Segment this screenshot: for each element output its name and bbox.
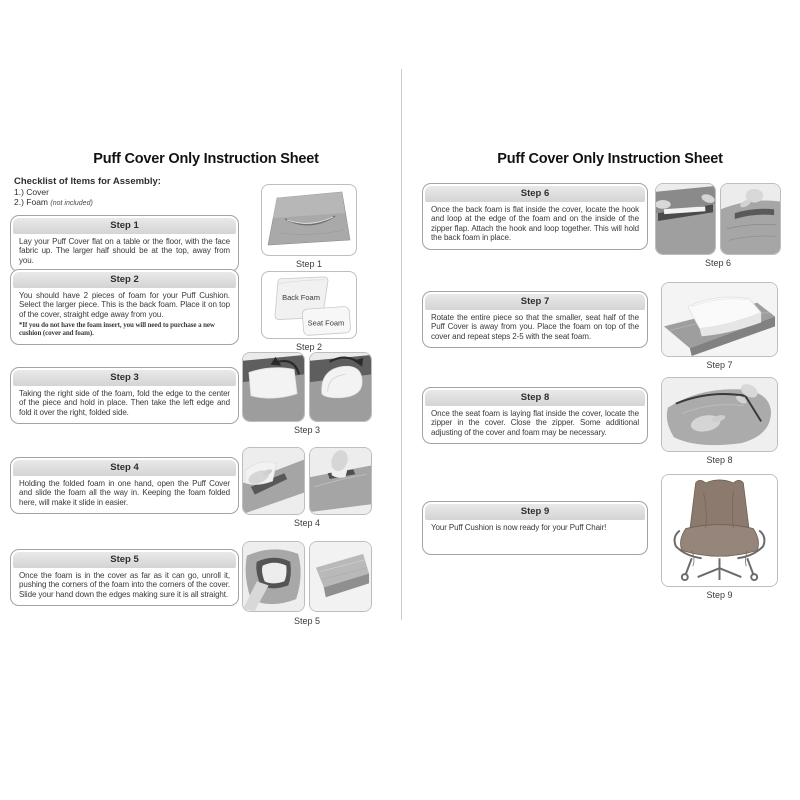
step-4-photos [242,447,372,515]
step-6-photo-b [720,183,781,255]
step-8-caption: Step 8 [706,455,733,465]
step-4-photo-a [242,447,305,515]
step-5-photo-a [242,541,305,612]
step-2-text: You should have 2 pieces of foam for your Puff Cushion. Select the larger piece. This is the back foam. Place it on top of the cover, straight edge away from you. *If you do not have the foam insert, you will need to purchase a new cushion (cover and foam). [19,291,230,338]
step-6-caption: Step 6 [704,258,732,268]
step-4-box [10,457,239,514]
step-1-header: Step 1 [13,218,236,234]
foam-on-cover-image [662,283,777,356]
step-1-photo [261,184,357,256]
close-zipper-image [662,378,777,451]
step-8-text: Once the seat foam is laying flat inside the cover, locate the zipper in the cover. Close the zipper. Some additional adjusting of the cover and foam may be necessary. [431,409,639,437]
step-5-caption: Step 5 [293,616,321,626]
checklist-item-cover: 1.) Cover [14,187,49,197]
step-2-note: *If you do not have the foam insert, you will need to purchase a new cushion (cover and foam). [19,321,215,338]
step-5-photos [242,541,372,612]
step-5-text: Once the foam is in the cover as far as it can go, unroll it, pushing the corners of the foam into the corners of the cover. Slide your hand down the edges making sure it is all straight. [19,571,230,599]
step-7-caption: Step 7 [706,360,733,370]
foam-pieces-image [262,272,356,338]
step-3-photos [242,352,372,422]
step-9-photo [661,474,778,587]
step-6-header: Step 6 [425,186,645,202]
unroll-foam-image [243,542,304,611]
step-7-text: Rotate the entire piece so that the smaller, seat half of the Puff Cover is away from you. Place the foam on top of the cover and repeat steps 2-5 with the seat foam. [431,313,639,341]
step-4-photo-b [309,447,372,515]
step-4-caption: Step 4 [293,518,321,528]
step-9-text: Your Puff Cushion is now ready for your Puff Chair! [431,523,607,532]
step-2-caption: Step 2 [295,342,323,352]
step-1-caption: Step 1 [295,259,323,269]
hook-loop-strip-image [656,184,715,254]
fold-foam-left-image [310,353,371,421]
step-2-box [10,269,239,345]
step-7-photo [661,282,778,357]
step-1-box [10,215,239,272]
step-3-text: Taking the right side of the foam, fold the edge to the center of the piece and hold in place. Then take the left edge and fold it over the right, folded side. [19,389,230,417]
step-9-box [422,501,648,555]
step-3-header: Step 3 [13,370,236,386]
step-3-photo-a [242,352,305,422]
step-9-header: Step 9 [425,504,645,520]
step-8-photo [661,377,778,452]
page-title-left: Puff Cover Only Instruction Sheet [93,151,319,167]
step-7-box [422,291,648,348]
step-5-box [10,549,239,606]
step-3-photo-b [309,352,372,422]
step-6-box [422,183,648,250]
step-8-header: Step 8 [425,390,645,406]
step-6-photos [655,183,781,255]
step-7-header: Step 7 [425,294,645,310]
step-2-photo [261,271,357,339]
cover-flat-image [262,185,356,255]
checklist-heading: Checklist of Items for Assembly: [14,176,161,187]
step-3-caption: Step 3 [293,425,321,435]
back-foam-label: Back Foam [282,293,320,303]
step-6-text: Once the back foam is flat inside the cover, locate the hook and loop at the edge of the foam and on the inside of the zipper flap. Attach the hook and loop together. This will hold the back foam in place. [431,205,639,243]
checklist [14,176,161,209]
attach-hook-loop-image [721,184,780,254]
step-8-box [422,387,648,444]
step-4-text: Holding the folded foam in one hand, open the Puff Cover and slide the foam all the way in. Keeping the foam folded here, will make it slide in easier. [19,479,230,507]
step-6-photo-a [655,183,716,255]
step-3-box [10,367,239,424]
step-1-text: Lay your Puff Cover flat on a table or the floor, with the face fabric up. The larger half should be at the top, away from you. [19,237,230,265]
step-5-photo-b [309,541,372,612]
checklist-foam-note: (not included) [50,200,93,207]
page-title-right: Puff Cover Only Instruction Sheet [497,151,723,167]
step-5-header: Step 5 [13,552,236,568]
seat-foam-label: Seat Foam [307,318,345,328]
flat-cushion-image [310,542,371,611]
step-2-header: Step 2 [13,272,236,288]
slide-foam-in-image [243,448,304,514]
checklist-item-foam: 2.) Foam (not included) [14,197,93,207]
puff-chair-image [662,475,777,586]
fold-foam-right-image [243,353,304,421]
step-4-header: Step 4 [13,460,236,476]
foam-inside-cover-image [310,448,371,514]
step-9-caption: Step 9 [706,590,733,600]
